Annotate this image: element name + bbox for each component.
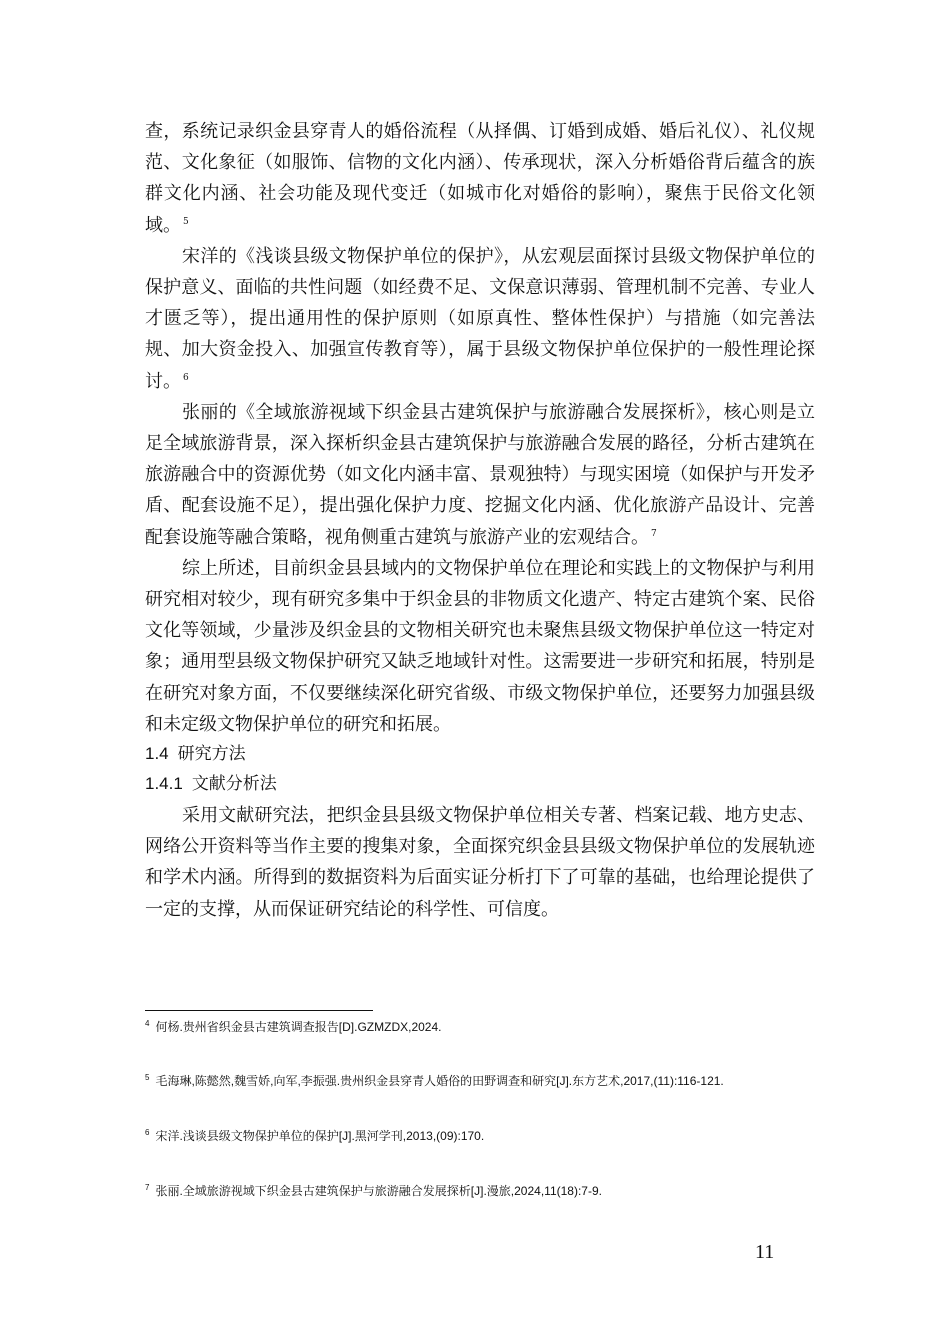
paragraph-continued: 查，系统记录织金县穿青人的婚俗流程（从择偶、订婚到成婚、婚后礼仪）、礼仪规范、文化象征（如服饰、信物的文化内涵）、传承现状，深入分析婚俗背后蕴含的族群文化内涵、社会功能及现代变迁（如城市化对婚俗的影响），聚焦于民俗文化领域。 $^5$ bbox=[145, 121, 815, 236]
subsection-number: 1.4.1 bbox=[145, 774, 183, 794]
footnote-7: $^7$ 张丽.全域旅游视域下织金县古建筑保护与旅游融合发展探析[J].漫旅,2024,11(18):7-9. bbox=[145, 1183, 602, 1198]
footnote-separator bbox=[145, 1010, 373, 1011]
page-body bbox=[145, 116, 815, 925]
paragraph-summary: 综上所述，目前织金县县域内的文物保护单位在理论和实践上的文物保护与利用研究相对较少，现有研究多集中于织金县的非物质文化遗产、特定古建筑个案、民俗文化等领域，少量涉及织金县的文物相关研究也未聚焦县级文物保护单位这一特定对象；通用型县级文物保护研究又缺乏地域针对性。这需要进一步研究和拓展，特别是在研究对象方面，不仅要继续深化研究省级、市级文物保护单位，还要努力加强县级和未定级文物保护单位的研究和拓展。 bbox=[145, 557, 815, 735]
footnote-ref-7[interactable]: 7 bbox=[651, 528, 657, 539]
page-number: 11 bbox=[755, 1241, 775, 1263]
section-title: 研究方法 bbox=[177, 744, 246, 765]
footnote-4: $^4$ 何杨.贵州省织金县古建筑调查报告[D].GZMZDX,2024. bbox=[145, 1019, 442, 1034]
section-heading-1-4 bbox=[145, 740, 815, 768]
paragraph-literature-method: 采用文献研究法，把织金县县级文物保护单位相关专著、档案记载、地方史志、网络公开资料等当作主要的搜集对象，全面探究织金县县级文物保护单位的发展轨迹和学术内涵。所得到的数据资料为后面实证分析打下了可靠的基础，也给理论提供了一定的支撑，从而保证研究结论的科学性、可信度。 bbox=[145, 805, 815, 920]
paragraph-song-yang: 宋洋的《浅谈县级文物保护单位的保护》，从宏观层面探讨县级文物保护单位的保护意义、面临的共性问题（如经费不足、文保意识薄弱、管理机制不完善、专业人才匮乏等），提出通用性的保护原则（如原真性、整体性保护）与措施（如完善法规、加大资金投入、加强宣传教育等），属于县级文物保护单位保护的一般性理论探讨。 $^6$ bbox=[145, 245, 815, 392]
footnote-ref-5[interactable]: 5 bbox=[183, 216, 189, 227]
footnote-5: $^5$ 毛海琳,陈懿然,魏雪娇,向军,李振强.贵州织金县穿青人婚俗的田野调查和研究[J].东方艺术,2017,(11):116-121. bbox=[145, 1073, 724, 1088]
section-number: 1.4 bbox=[145, 744, 169, 764]
paragraph-zhang-li: 张丽的《全域旅游视域下织金县古建筑保护与旅游融合发展探析》，核心则是立足全域旅游背景，深入探析织金县古建筑保护与旅游融合发展的路径，分析古建筑在旅游融合中的资源优势（如文化内涵丰富、景观独特）与现实困境（如保护与开发矛盾、配套设施不足），提出强化保护力度、挖掘文化内涵、优化旅游产品设计、完善配套设施等融合策略，视角侧重古建筑与旅游产业的宏观结合。 $^7$ bbox=[145, 401, 815, 548]
footnote-ref-6[interactable]: 6 bbox=[183, 372, 189, 383]
footnote-6: $^6$ 宋洋.浅谈县级文物保护单位的保护[J].黑河学刊,2013,(09):170. bbox=[145, 1128, 485, 1143]
subsection-title: 文献分析法 bbox=[191, 774, 277, 795]
section-heading-1-4-1 bbox=[145, 770, 815, 798]
footnotes bbox=[145, 1018, 810, 1200]
